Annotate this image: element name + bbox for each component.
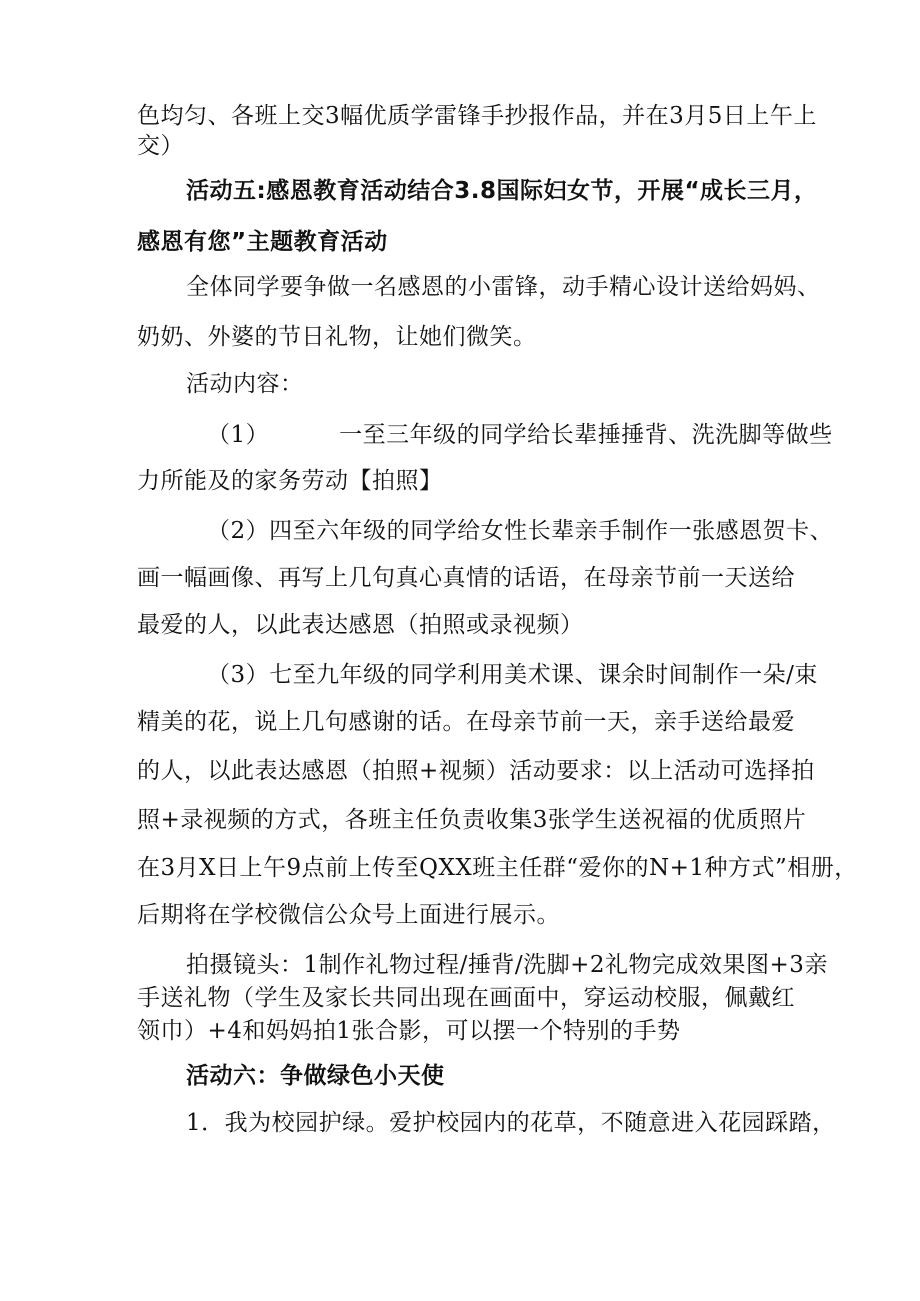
paragraph-line: 画一幅画像、再写上几句真心真情的话语，在母亲节前一天送给 bbox=[137, 565, 795, 591]
section-heading-activity-5: 活动五:感恩教育活动结合3.8国际妇女节，开展“成长三月， bbox=[186, 178, 818, 204]
paragraph-line: 力所能及的家务劳动【拍照】 bbox=[137, 468, 443, 494]
list-item-2: （2）四至六年级的同学给女性长辈亲手制作一张感恩贺卡、 bbox=[207, 518, 834, 544]
paragraph-line: 拍摄镜头：1制作礼物过程/捶背/洗脚+2礼物完成效果图+3亲 bbox=[186, 952, 828, 978]
paragraph-line: 交） bbox=[137, 133, 184, 159]
paragraph-line: 后期将在学校微信公众号上面进行展示。 bbox=[137, 902, 560, 928]
paragraph-line: 奶奶、外婆的节日礼物，让她们微笑。 bbox=[137, 324, 537, 350]
list-item-1 bbox=[207, 420, 833, 450]
paragraph-line: 照+录视频的方式，各班主任负责收集3张学生送祝福的优质照片 bbox=[137, 807, 807, 833]
section-heading-activity-5-cont: 感恩有您”主题教育活动 bbox=[137, 229, 388, 255]
list-item-text: 一至三年级的同学给长辈捶捶背、洗洗脚等做些 bbox=[339, 422, 833, 448]
paragraph-line: 精美的花，说上几句感谢的话。在母亲节前一天，亲手送给最爱 bbox=[137, 709, 795, 735]
paragraph-line: 1．我为校园护绿。爱护校园内的花草，不随意进入花园踩踏， bbox=[186, 1110, 836, 1136]
paragraph-line: 的人，以此表达感恩（拍照+视频）活动要求：以上活动可选择拍 bbox=[137, 758, 815, 784]
paragraph-line: 活动内容： bbox=[186, 371, 304, 397]
paragraph-line: 领巾）+4和妈妈拍1张合影，可以摆一个特别的手势 bbox=[137, 1018, 681, 1044]
paragraph-line: 在3月X日上午9点前上传至QXX班主任群“爱你的N+1种方式”相册， bbox=[137, 855, 858, 881]
paragraph-line: 全体同学要争做一名感恩的小雷锋，动手精心设计送给妈妈、 bbox=[186, 274, 821, 300]
list-item-number: （1） bbox=[207, 422, 270, 448]
section-heading-activity-6: 活动六：争做绿色小天使 bbox=[186, 1063, 445, 1089]
list-item-3: （3）七至九年级的同学利用美术课、课余时间制作一朵/束 bbox=[207, 662, 818, 688]
paragraph-line: 最爱的人，以此表达感恩（拍照或录视频） bbox=[137, 612, 584, 638]
paragraph-line: 色均匀、各班上交3幅优质学雷锋手抄报作品，并在3月5日上午上 bbox=[137, 103, 817, 129]
paragraph-line: 手送礼物（学生及家长共同出现在画面中，穿运动校服，佩戴红 bbox=[137, 985, 795, 1011]
